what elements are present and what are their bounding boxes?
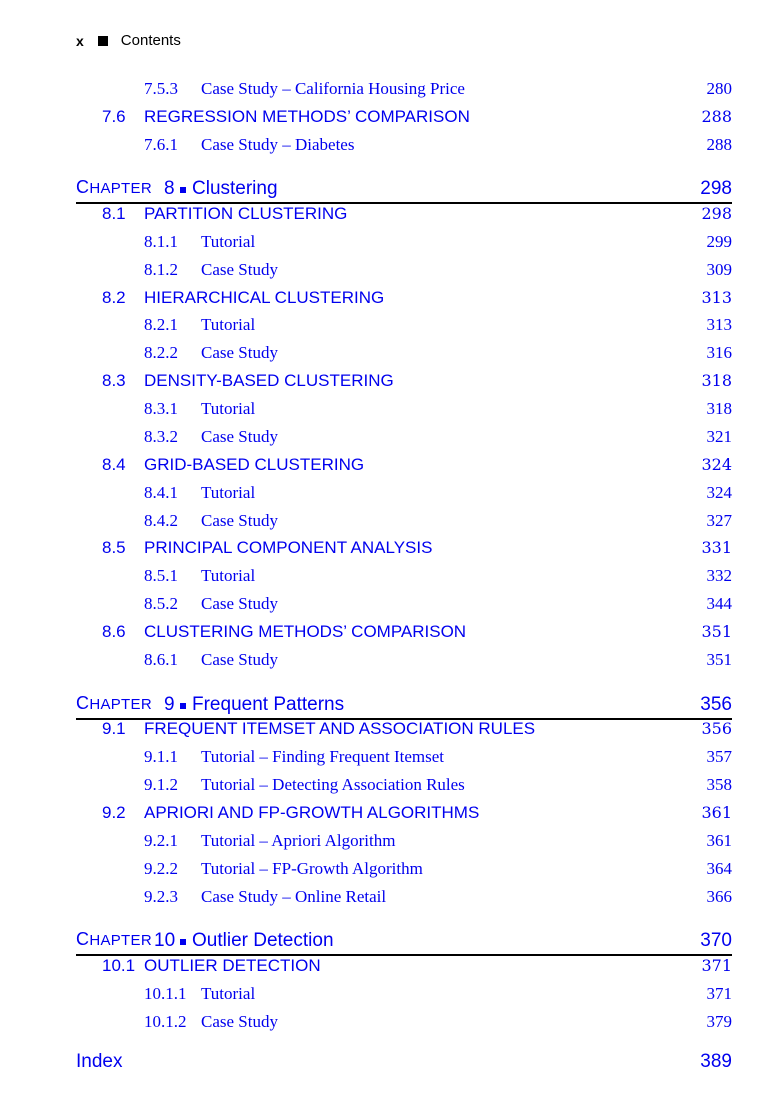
entry-page: 313 — [706, 315, 732, 334]
toc-entry-9-2-2[interactable] — [0, 855, 783, 883]
running-head-title: Contents — [120, 32, 181, 49]
entry-number: 9.1.2 — [144, 775, 178, 794]
entry-title: Tutorial — [201, 566, 256, 585]
entry-title: REGRESSION METHODS’ COMPARISON — [144, 107, 470, 126]
entry-page: 321 — [706, 427, 732, 446]
entry-title: Tutorial — [201, 984, 256, 1003]
entry-page: 371 — [706, 984, 732, 1003]
index-label: Index — [76, 1051, 123, 1072]
entry-title: DENSITY-BASED CLUSTERING — [144, 371, 394, 390]
toc-entry-9-1[interactable] — [0, 715, 783, 743]
toc-entry-8-3[interactable] — [0, 367, 783, 395]
toc-entry-7-5-3[interactable] — [0, 75, 783, 103]
entry-page: 344 — [706, 594, 732, 613]
entry-page: 361 — [706, 831, 732, 850]
entry-number: 8.4.2 — [144, 511, 178, 530]
index-entry[interactable] — [76, 1048, 732, 1076]
entry-number: 7.5.3 — [144, 79, 178, 98]
entry-title: Tutorial – Detecting Association Rules — [201, 775, 465, 794]
entry-title: Tutorial – Apriori Algorithm — [201, 831, 396, 850]
entry-page: 324 — [701, 455, 732, 474]
entry-number: 8.3.2 — [144, 427, 178, 446]
entry-number: 9.2.2 — [144, 859, 178, 878]
entry-title: Case Study — [201, 511, 278, 530]
entry-number: 8.3.1 — [144, 399, 178, 418]
entry-number: 8.2.1 — [144, 315, 178, 334]
entry-title: APRIORI AND FP-GROWTH ALGORITHMS — [144, 803, 480, 822]
running-head — [76, 32, 181, 49]
entry-title: Case Study — [201, 594, 278, 613]
entry-number: 8.6.1 — [144, 650, 178, 669]
entry-title: CLUSTERING METHODS’ COMPARISON — [144, 622, 467, 641]
entry-number: 9.1 — [102, 719, 126, 738]
toc-entry-9-1-2[interactable] — [0, 771, 783, 799]
entry-title: Tutorial – FP-Growth Algorithm — [201, 859, 423, 878]
entry-page: 366 — [706, 887, 732, 906]
entry-page: 318 — [701, 371, 732, 390]
entry-number: 8.1 — [102, 204, 126, 223]
toc-entry-8-2[interactable] — [0, 284, 783, 312]
entry-number: 8.5.1 — [144, 566, 178, 585]
entry-title: PARTITION CLUSTERING — [144, 204, 348, 223]
toc-entry-8-6[interactable] — [0, 618, 783, 646]
entry-title: Case Study — [201, 650, 278, 669]
square-bullet-icon — [180, 703, 186, 709]
entry-page: 280 — [706, 79, 732, 98]
entry-title: Case Study — [201, 260, 278, 279]
chapter-title: Frequent Patterns — [192, 694, 345, 715]
entry-number: 8.6 — [102, 622, 126, 641]
entry-page: 318 — [706, 399, 732, 418]
entry-number: 8.1.2 — [144, 260, 178, 279]
entry-page: 351 — [701, 622, 732, 641]
entry-number: 10.1.2 — [144, 1012, 187, 1031]
toc-entry-10-1-1[interactable] — [0, 980, 783, 1008]
entry-page: 288 — [701, 107, 732, 126]
toc-entry-8-6-1[interactable] — [0, 646, 783, 674]
entry-page: 371 — [701, 956, 732, 975]
toc-entry-8-5-1[interactable] — [0, 562, 783, 590]
entry-title: PRINCIPAL COMPONENT ANALYSIS — [144, 538, 433, 557]
toc-entry-9-2-3[interactable] — [0, 883, 783, 911]
entry-title: Case Study — [201, 427, 278, 446]
entry-page: 288 — [706, 135, 732, 154]
toc-entry-8-5[interactable] — [0, 534, 783, 562]
entry-title: Tutorial — [201, 315, 256, 334]
toc-entry-9-2[interactable] — [0, 799, 783, 827]
square-bullet-icon — [98, 36, 108, 46]
chapter-number: 9 — [164, 694, 175, 715]
toc-entry-8-2-2[interactable] — [0, 339, 783, 367]
toc-entry-9-1-1[interactable] — [0, 743, 783, 771]
entry-page: 358 — [706, 775, 732, 794]
index-page: 389 — [700, 1051, 732, 1072]
entry-number: 9.2.1 — [144, 831, 178, 850]
toc-entry-8-2-1[interactable] — [0, 311, 783, 339]
entry-title: Case Study — [201, 343, 278, 362]
entry-page: 327 — [706, 511, 732, 530]
entry-number: 8.2.2 — [144, 343, 178, 362]
entry-number: 9.2 — [102, 803, 126, 822]
entry-page: 299 — [706, 232, 732, 251]
entry-title: FREQUENT ITEMSET AND ASSOCIATION RULES — [144, 719, 536, 738]
toc-entry-7-6[interactable] — [0, 103, 783, 131]
entry-page: 351 — [706, 650, 732, 669]
chapter-word: CHAPTER — [76, 177, 152, 197]
entry-title: Case Study — [201, 1012, 278, 1031]
toc-entry-8-4-2[interactable] — [0, 507, 783, 535]
entry-page: 332 — [706, 566, 732, 585]
toc-entry-8-4-1[interactable] — [0, 479, 783, 507]
entry-page: 357 — [706, 747, 732, 766]
square-bullet-icon — [180, 939, 186, 945]
entry-title: Case Study – Diabetes — [201, 135, 355, 154]
toc-entry-10-1-2[interactable] — [0, 1008, 783, 1036]
entry-page: 379 — [706, 1012, 732, 1031]
entry-number: 8.5 — [102, 538, 126, 557]
chapter-word: CHAPTER — [76, 929, 152, 949]
toc-entry-8-1[interactable] — [0, 200, 783, 228]
toc-entry-10-1[interactable] — [0, 952, 783, 980]
chapter-title: Outlier Detection — [192, 930, 334, 951]
chapter-page: 370 — [700, 930, 732, 951]
toc-entry-9-2-1[interactable] — [0, 827, 783, 855]
chapter-page: 356 — [700, 694, 732, 715]
entry-number: 8.3 — [102, 371, 126, 390]
toc-entry-7-6-1[interactable] — [0, 131, 783, 159]
entry-number: 8.2 — [102, 288, 126, 307]
entry-title: Tutorial — [201, 483, 256, 502]
entry-number: 8.4 — [102, 455, 126, 474]
entry-page: 331 — [701, 538, 732, 557]
entry-number: 7.6.1 — [144, 135, 178, 154]
entry-number: 10.1.1 — [144, 984, 187, 1003]
entry-title: OUTLIER DETECTION — [144, 956, 321, 975]
page-number: x — [76, 32, 84, 49]
toc-entry-8-5-2[interactable] — [0, 590, 783, 618]
entry-page: 361 — [701, 803, 732, 822]
chapter-page: 298 — [700, 178, 732, 199]
chapter-number: 10 — [154, 930, 176, 951]
entry-page: 309 — [706, 260, 732, 279]
entry-number: 10.1 — [102, 956, 136, 975]
entry-page: 298 — [701, 204, 732, 223]
chapter-number: 8 — [164, 178, 175, 199]
entry-title: Tutorial – Finding Frequent Itemset — [201, 747, 445, 766]
entry-title: Case Study – Online Retail — [201, 887, 387, 906]
entry-number: 8.5.2 — [144, 594, 178, 613]
entry-page: 324 — [706, 483, 732, 502]
toc-entry-8-4[interactable] — [0, 451, 783, 479]
toc-entry-8-1-1[interactable] — [0, 228, 783, 256]
entry-title: GRID-BASED CLUSTERING — [144, 455, 365, 474]
entry-number: 9.1.1 — [144, 747, 178, 766]
entry-number: 7.6 — [102, 107, 126, 126]
entry-title: Case Study – California Housing Price — [201, 79, 465, 98]
entry-number: 8.1.1 — [144, 232, 178, 251]
toc-entry-8-1-2[interactable] — [0, 256, 783, 284]
toc-entry-8-3-2[interactable] — [0, 423, 783, 451]
entry-title: Tutorial — [201, 232, 256, 251]
entry-page: 364 — [706, 859, 732, 878]
chapter-title: Clustering — [192, 178, 278, 199]
toc-entry-8-3-1[interactable] — [0, 395, 783, 423]
entry-page: 313 — [701, 288, 732, 307]
entry-number: 8.4.1 — [144, 483, 178, 502]
entry-page: 356 — [701, 719, 732, 738]
square-bullet-icon — [180, 187, 186, 193]
entry-title: HIERARCHICAL CLUSTERING — [144, 288, 385, 307]
entry-number: 9.2.3 — [144, 887, 178, 906]
chapter-word: CHAPTER — [76, 693, 152, 713]
entry-page: 316 — [706, 343, 732, 362]
entry-title: Tutorial — [201, 399, 256, 418]
